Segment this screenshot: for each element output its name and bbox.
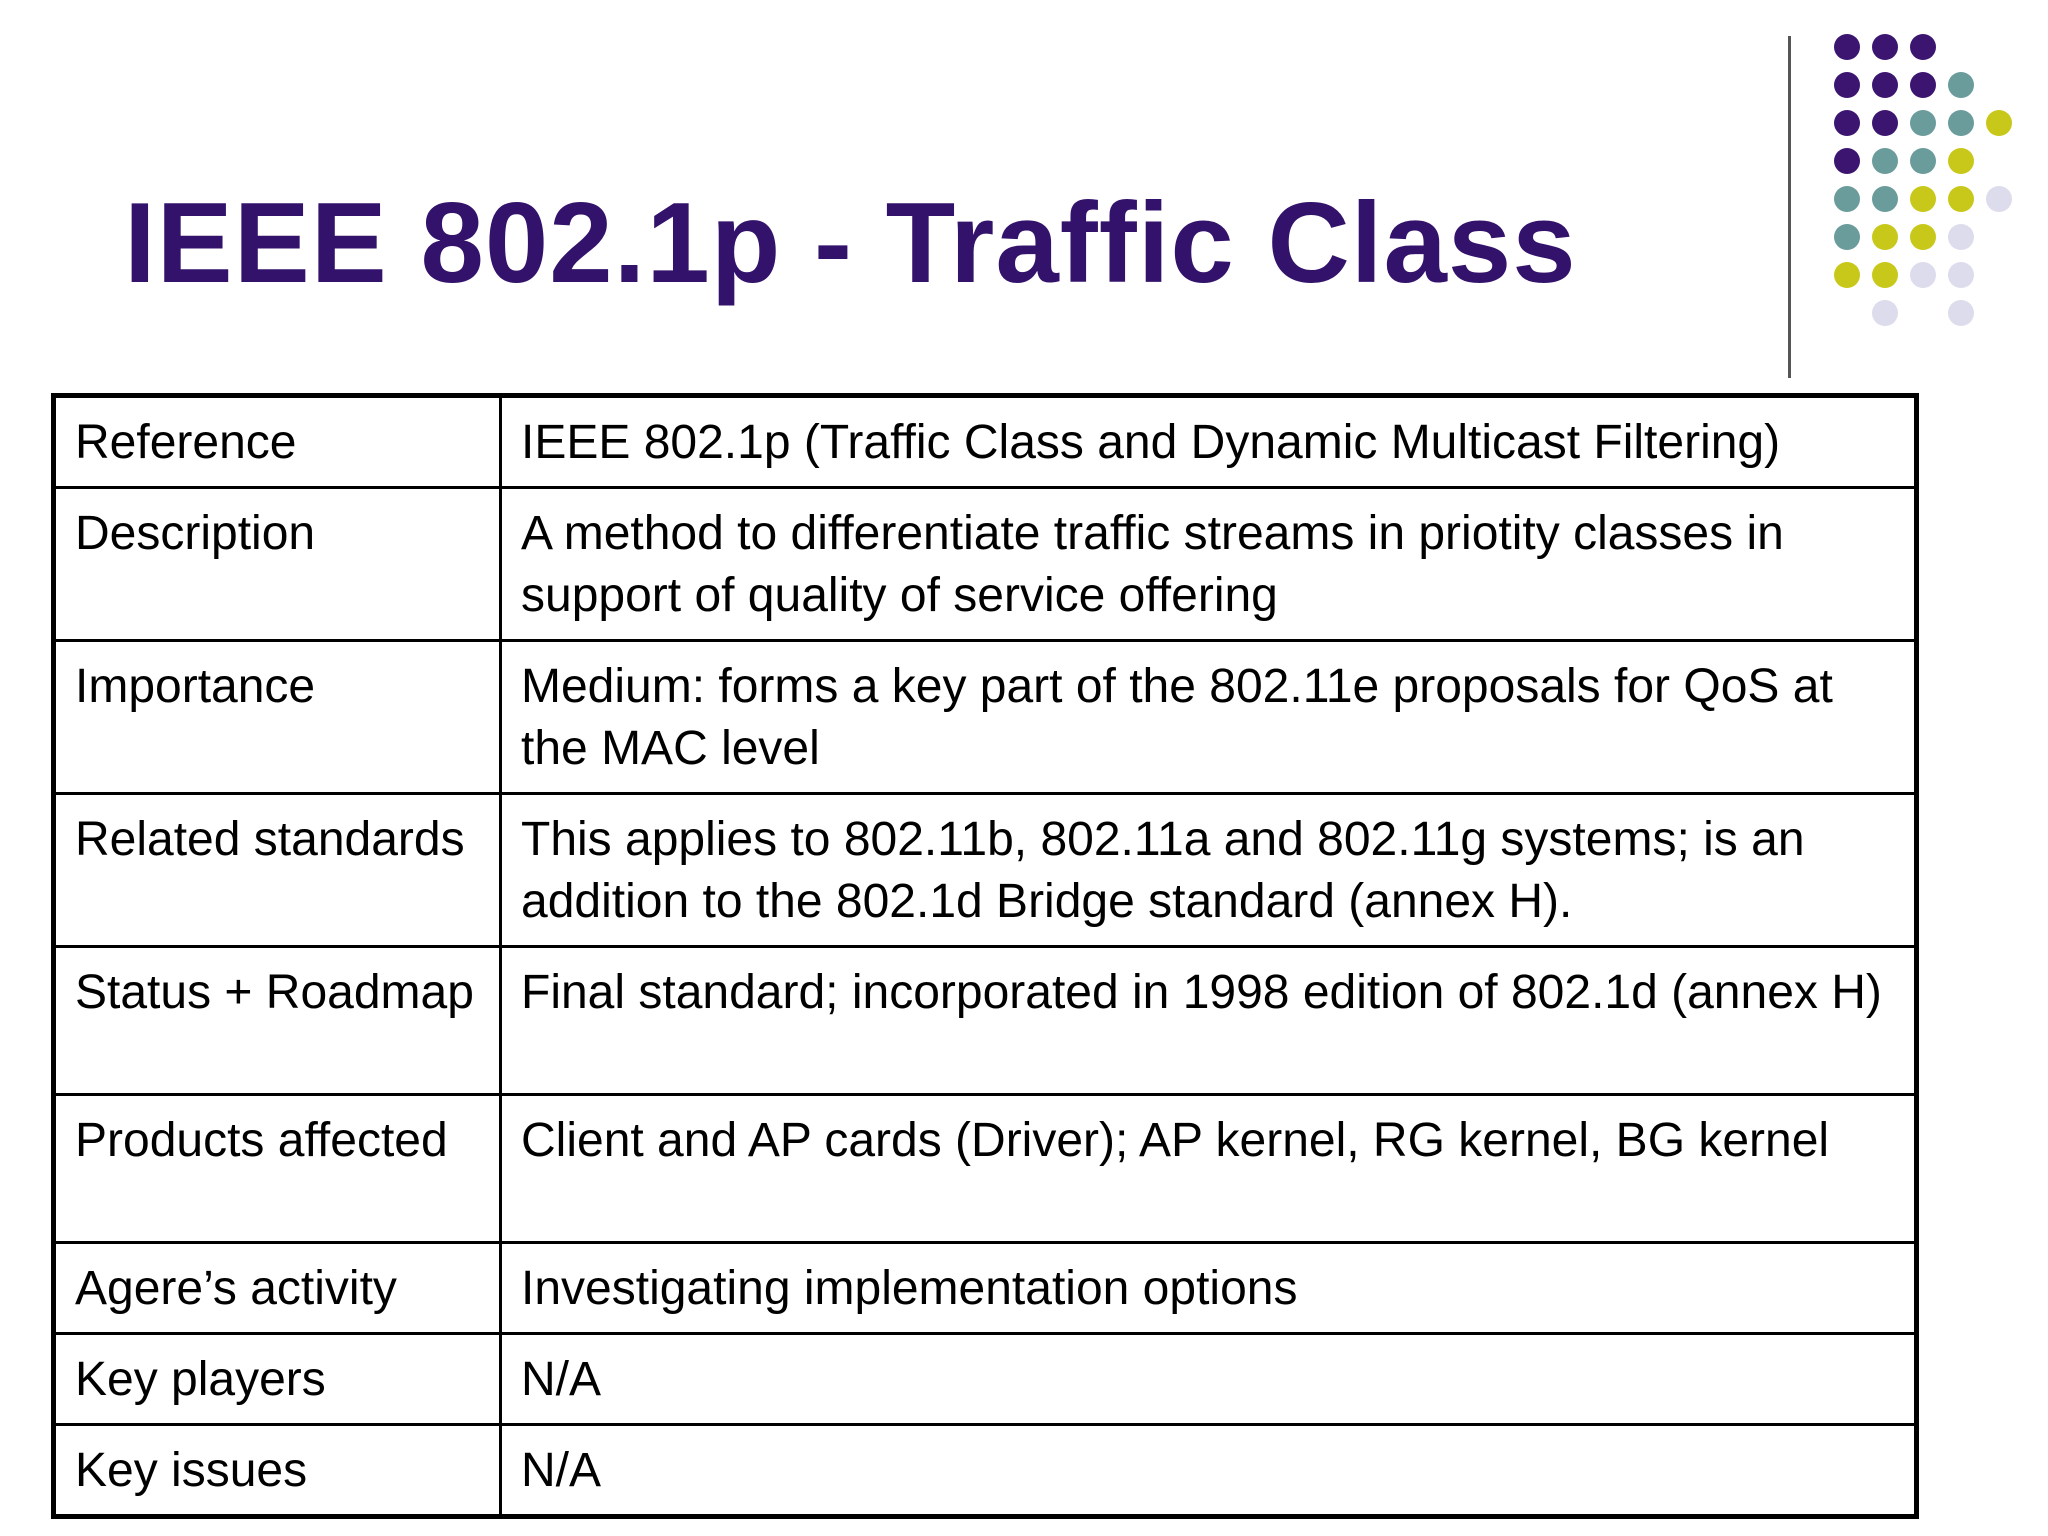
dot-lavender [1986,186,2012,212]
table-row-related-standards [54,794,1917,947]
table-row-key-issues [54,1425,1917,1517]
dot-olive [1872,224,1898,250]
row-value: This applies to 802.11b, 802.11a and 802.11g systems; is an addition to the 802.1d Bridge standard (annex H). [501,794,1917,947]
dot-lavender [1948,262,1974,288]
table-row-importance [54,641,1917,794]
row-value: Medium: forms a key part of the 802.11e proposals for QoS at the MAC level [501,641,1917,794]
dot-olive [1834,262,1860,288]
row-label: Related standards [54,794,501,947]
dot-olive [1948,148,1974,174]
row-label: Status + Roadmap [54,947,501,1095]
dot-lavender [1872,300,1898,326]
dot-olive [1872,262,1898,288]
dot-olive [1948,186,1974,212]
table-row-reference [54,396,1917,488]
row-value: Final standard; incorporated in 1998 edition of 802.1d (annex H) [501,947,1917,1095]
dot-teal [1910,148,1936,174]
row-label: Agere’s activity [54,1243,501,1334]
dot-purple [1834,110,1860,136]
dot-purple [1834,72,1860,98]
table-row-products-affected [54,1095,1917,1243]
dot-teal [1910,110,1936,136]
row-label: Importance [54,641,501,794]
dot-purple [1872,34,1898,60]
row-value: Investigating implementation options [501,1243,1917,1334]
row-value: IEEE 802.1p (Traffic Class and Dynamic Multicast Filtering) [501,396,1917,488]
row-label: Products affected [54,1095,501,1243]
dot-teal [1872,148,1898,174]
dot-purple [1910,34,1936,60]
table-row-status-roadmap [54,947,1917,1095]
table-row-agere-activity [54,1243,1917,1334]
row-label: Key players [54,1334,501,1425]
table-row-description [54,488,1917,641]
title-divider-line [1788,36,1791,378]
dot-lavender [1910,262,1936,288]
slide-title: IEEE 802.1p - Traffic Class [124,180,1577,307]
standard-info-table [51,393,1919,1519]
dot-purple [1910,72,1936,98]
row-value: Client and AP cards (Driver); AP kernel, RG kernel, BG kernel [501,1095,1917,1243]
dot-olive [1910,224,1936,250]
dot-teal [1872,186,1898,212]
dot-teal [1948,110,1974,136]
row-value: N/A [501,1425,1917,1517]
row-label: Key issues [54,1425,501,1517]
row-value: N/A [501,1334,1917,1425]
dot-purple [1872,72,1898,98]
dot-olive [1986,110,2012,136]
dot-teal [1948,72,1974,98]
dot-teal [1834,224,1860,250]
dot-olive [1910,186,1936,212]
dot-teal [1834,186,1860,212]
dot-lavender [1948,224,1974,250]
row-value: A method to differentiate traffic streams in priotity classes in support of quality of service offering [501,488,1917,641]
table-row-key-players [54,1334,1917,1425]
dot-purple [1834,34,1860,60]
dot-purple [1834,148,1860,174]
dot-lavender [1948,300,1974,326]
row-label: Description [54,488,501,641]
dot-purple [1872,110,1898,136]
row-label: Reference [54,396,501,488]
